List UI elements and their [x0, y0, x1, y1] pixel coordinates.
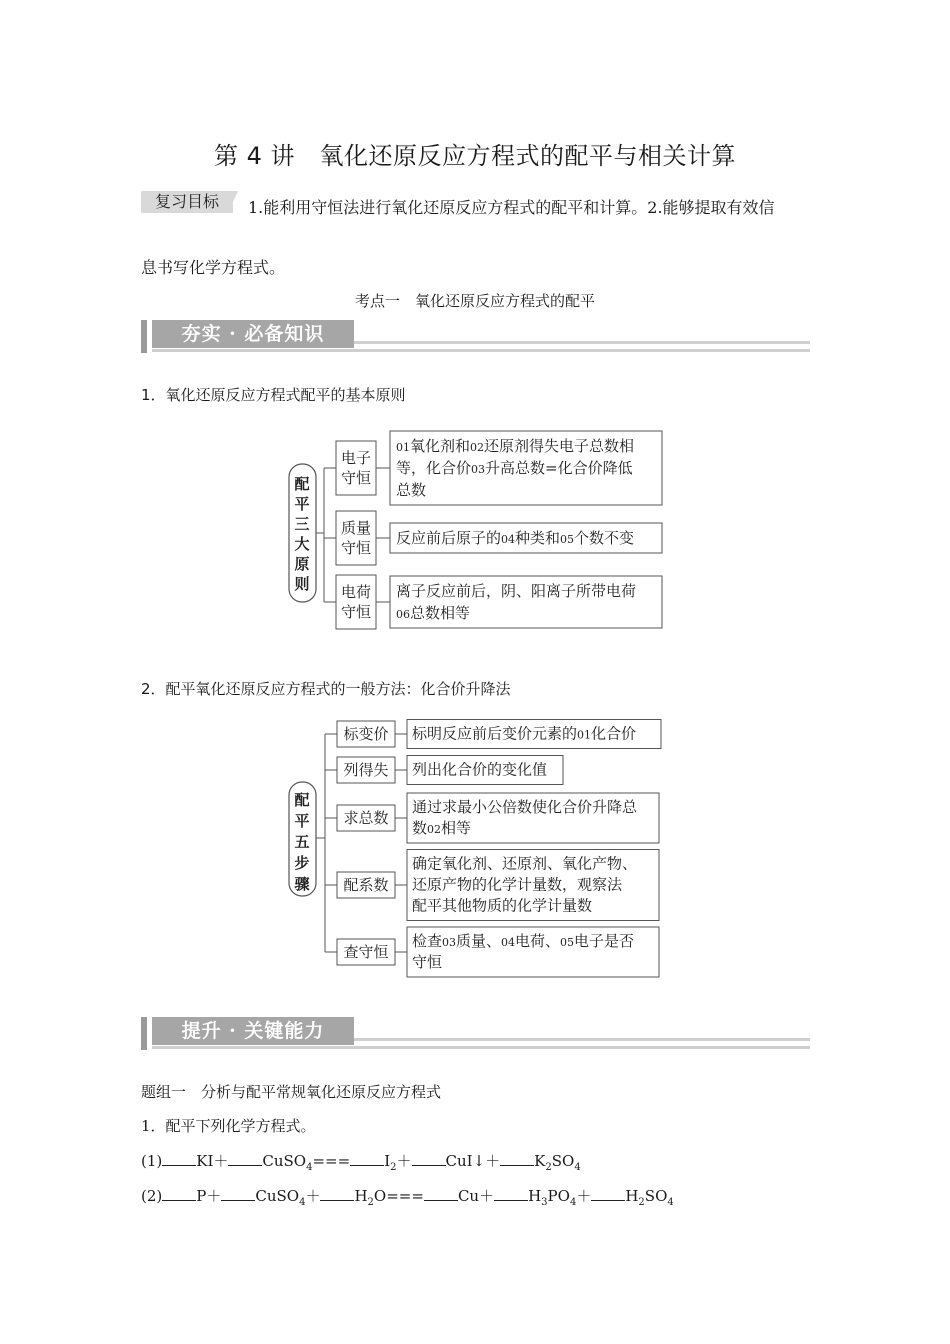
blank-number: 02 — [427, 823, 442, 836]
step-label: 查守恒 — [343, 943, 389, 961]
equation-2: (2) P＋ CuSO$_4$＋ $H_2O=== Cu+ H_3PO_4+ H_2SO_4$ — [141, 1187, 674, 1208]
root-char: 平 — [294, 495, 310, 513]
step-label: 求总数 — [343, 809, 389, 827]
step-label: 标变价 — [343, 725, 389, 743]
answer-blank[interactable] — [424, 1186, 458, 1201]
root-char: 则 — [294, 575, 310, 593]
band-title: 夯实 · 必备知识 — [152, 320, 354, 348]
root-char: 步 — [294, 854, 310, 872]
step-desc: 数02相等 — [412, 819, 472, 837]
root-char: 大 — [294, 535, 310, 553]
step-desc: 标明反应前后变价元素的01化合价 — [412, 724, 637, 743]
branch-desc: 等，化合价03升高总数=化合价降低 — [396, 459, 633, 477]
branch-label: 守恒 — [340, 469, 372, 487]
band-line — [152, 1046, 810, 1049]
root-char: 三 — [294, 515, 310, 533]
branch-desc: 离子反应前后，阴、阳离子所带电荷 — [396, 582, 637, 600]
branch-label: 质量 — [340, 519, 372, 537]
step-desc: 通过求最小公倍数使化合价升降总 — [412, 798, 638, 816]
blank-number: 05 — [560, 533, 575, 546]
answer-blank[interactable] — [500, 1151, 534, 1166]
root-char: 配 — [294, 475, 310, 493]
branch-desc: 反应前后原子的04种类和05个数不变 — [396, 529, 635, 547]
page-title: 第 4 讲 氧化还原反应方程式的配平与相关计算 — [213, 142, 737, 170]
section-heading: 考点一 氧化还原反应方程式的配平 — [354, 292, 595, 310]
step-desc: 配平其他物质的化学计量数 — [412, 896, 593, 915]
answer-blank[interactable] — [350, 1151, 384, 1166]
step-desc: 检查03质量、04电荷、05电子是否 — [412, 932, 635, 950]
blank-number: 04 — [501, 533, 516, 546]
answer-blank[interactable] — [162, 1186, 196, 1201]
goal-text: 1.能利用守恒法进行氧化还原反应方程式的配平和计算。2.能够提取有效信 — [248, 198, 775, 217]
blank-number: 06 — [396, 608, 410, 621]
branch-label: 守恒 — [340, 603, 372, 621]
step-desc: 还原产物的化学计量数，观察法 — [412, 875, 623, 894]
branch-desc: 06总数相等 — [396, 604, 471, 622]
answer-blank[interactable] — [591, 1186, 625, 1201]
blank-number: 01 — [396, 441, 410, 454]
branch-desc: 01氧化剂和02还原剂得失电子总数相 — [396, 437, 635, 455]
step-desc: 守恒 — [412, 953, 443, 971]
equation-1: (1) KI＋ CuSO$_4$=== $I_2+$ CuI↓＋ $K_2SO_4$ — [141, 1152, 581, 1173]
group-heading: 题组一 分析与配平常规氧化还原反应方程式 — [141, 1083, 442, 1101]
answer-blank[interactable] — [162, 1151, 196, 1166]
step-label: 列得失 — [343, 761, 389, 779]
branch-label: 电子 — [340, 449, 372, 467]
point1-heading: 1．氧化还原反应方程式配平的基本原则 — [141, 386, 406, 404]
branch-label: 电荷 — [340, 583, 372, 601]
goal-text-continued: 息书写化学方程式。 — [141, 258, 286, 277]
branch-label: 守恒 — [340, 539, 372, 557]
answer-blank[interactable] — [494, 1186, 528, 1201]
band-bar — [141, 1017, 147, 1050]
answer-blank[interactable] — [412, 1151, 446, 1166]
answer-blank[interactable] — [320, 1186, 354, 1201]
band-line — [354, 1038, 810, 1041]
root-char: 五 — [294, 833, 310, 851]
point2-heading: 2．配平氧化还原反应方程式的一般方法：化合价升降法 — [141, 680, 511, 698]
root-char: 平 — [294, 812, 310, 830]
root-char: 原 — [294, 555, 310, 573]
branch-desc: 总数 — [396, 481, 427, 499]
blank-number: 04 — [501, 936, 516, 949]
band-title: 提升 · 关键能力 — [152, 1017, 354, 1045]
step-desc: 确定氧化剂、还原剂、氧化产物、 — [412, 854, 638, 873]
root-char: 配 — [294, 791, 310, 809]
goal-tag: 复习目标 — [141, 191, 233, 213]
blank-number: 02 — [470, 441, 485, 454]
blank-number: 03 — [471, 463, 486, 476]
step-desc: 列出化合价的变化值 — [412, 760, 548, 779]
step-label: 配系数 — [343, 876, 389, 894]
blank-number: 03 — [442, 936, 457, 949]
answer-blank[interactable] — [228, 1151, 262, 1166]
blank-number: 05 — [560, 936, 575, 949]
answer-blank[interactable] — [221, 1186, 255, 1201]
blank-number: 01 — [577, 728, 592, 742]
question-text: 1．配平下列化学方程式。 — [141, 1117, 316, 1135]
root-char: 骤 — [294, 875, 310, 893]
